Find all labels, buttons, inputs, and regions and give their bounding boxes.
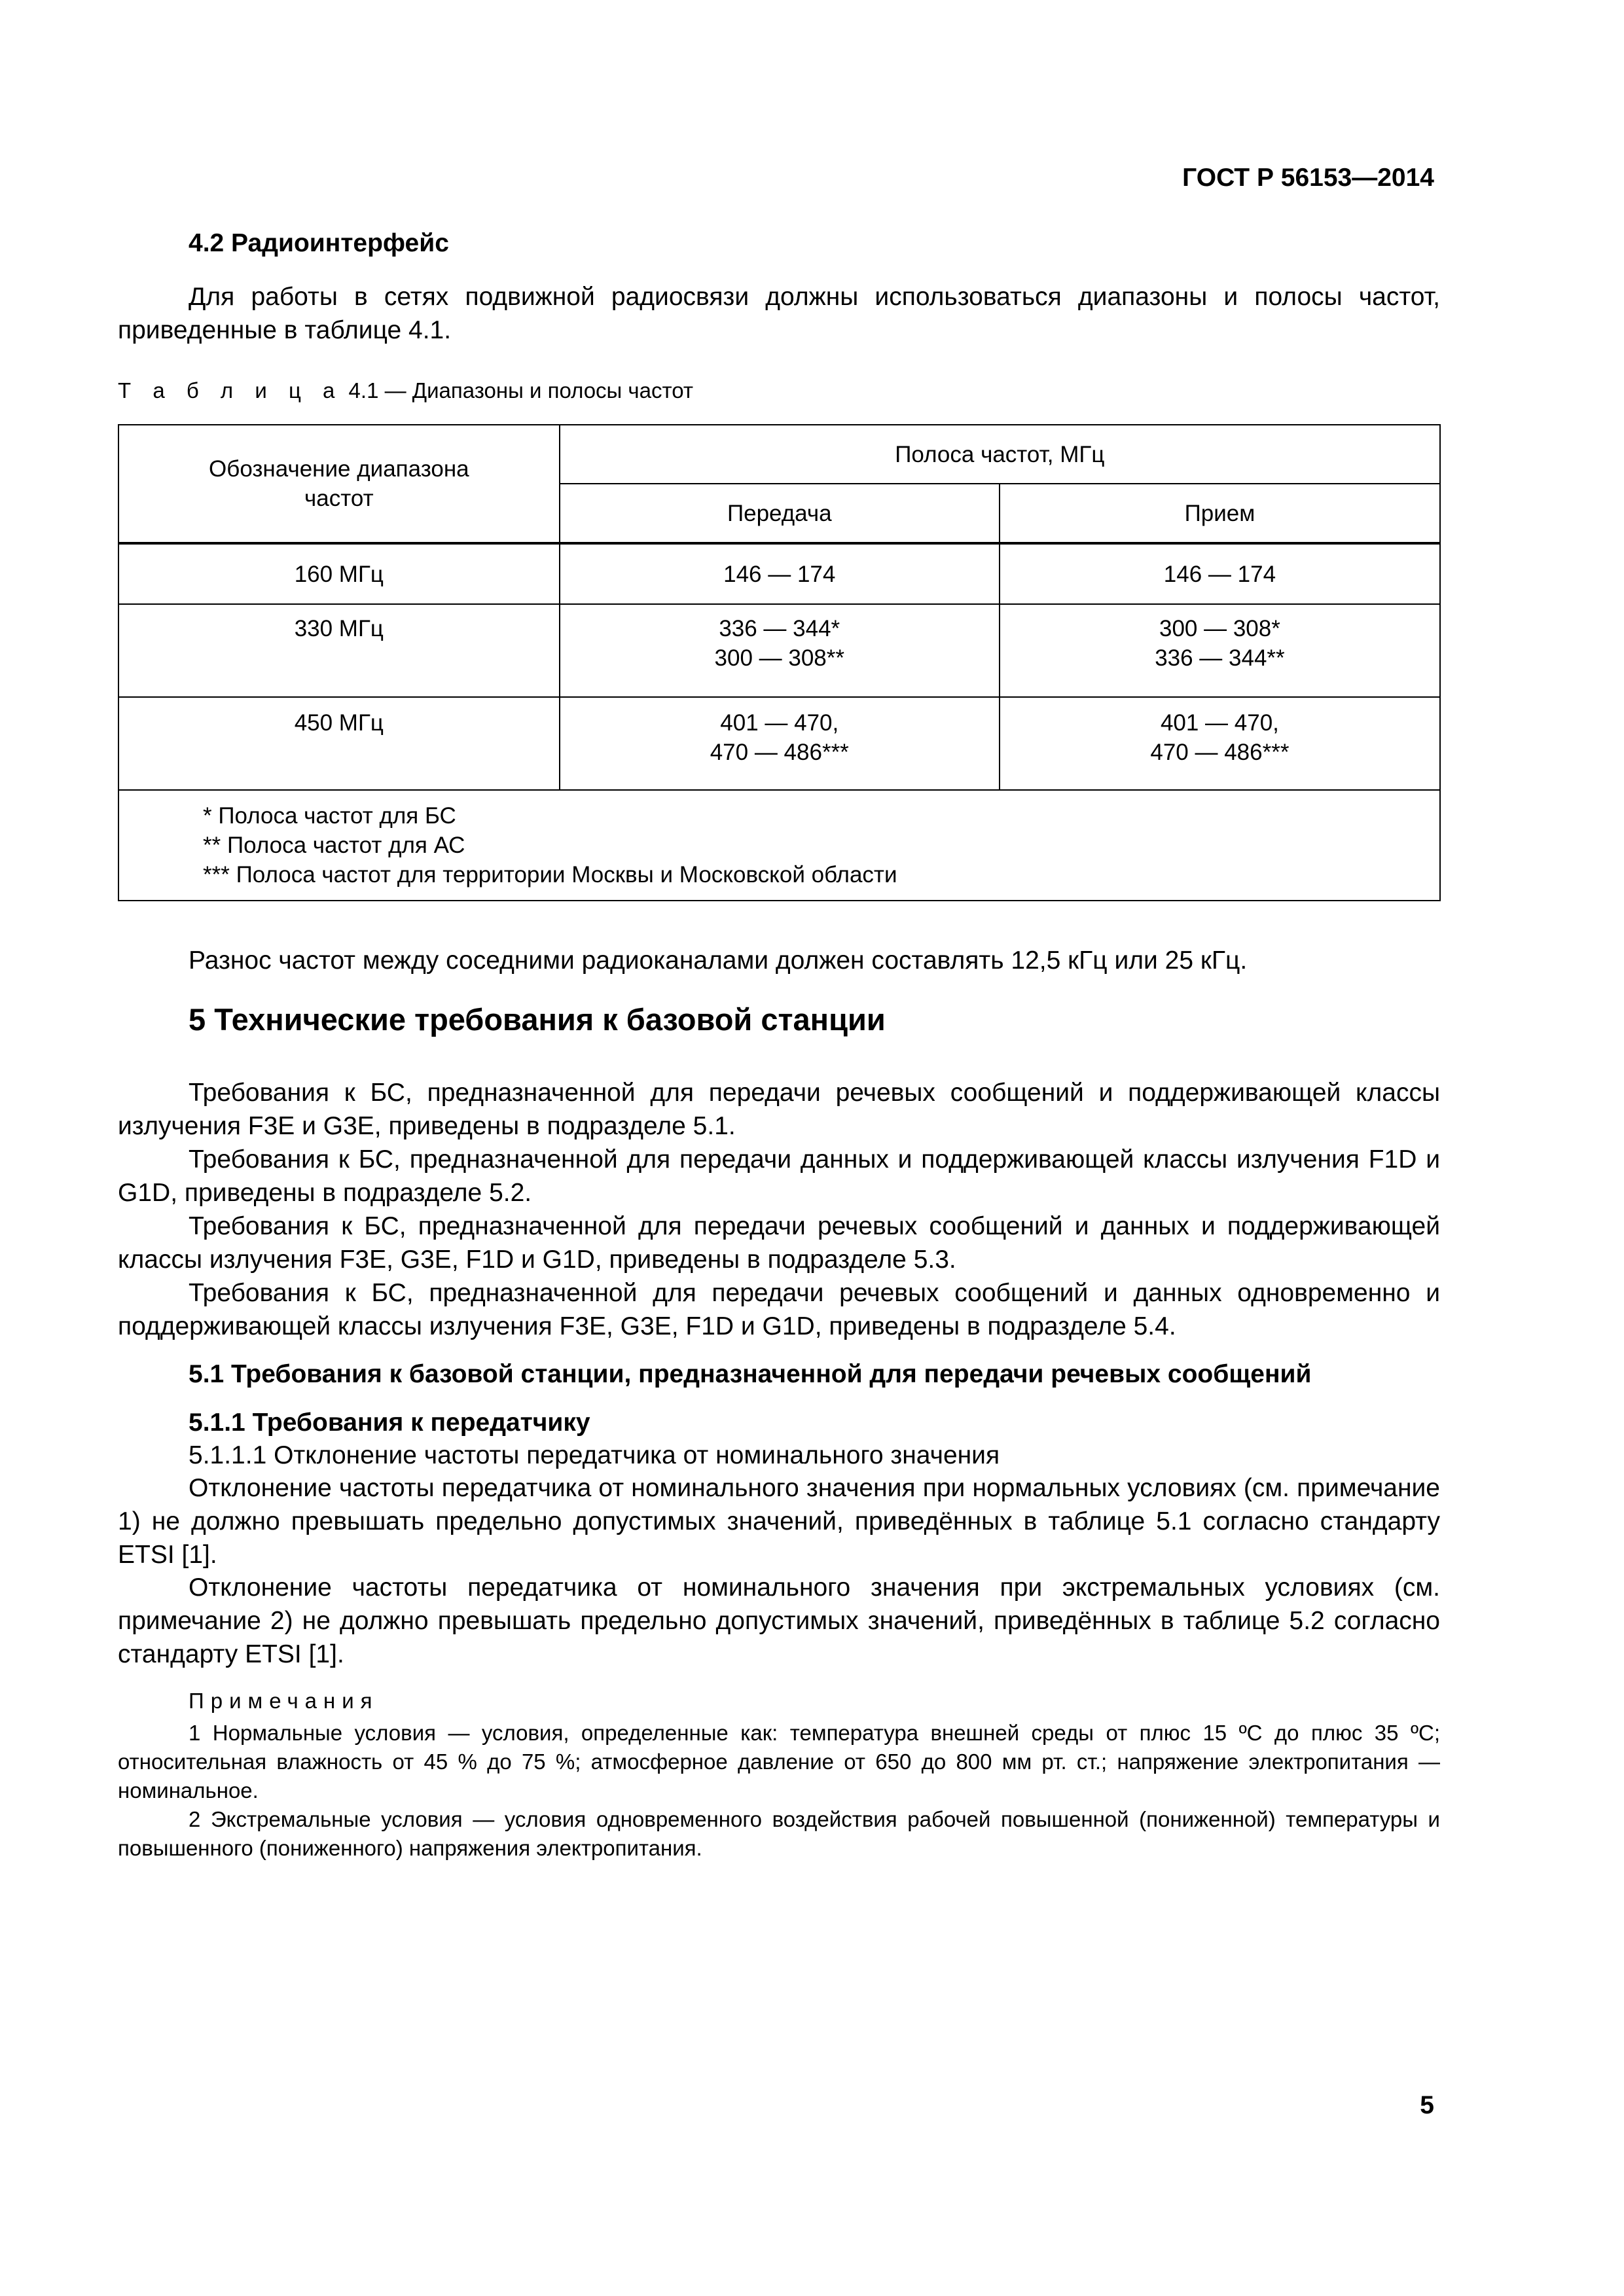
page-number: 5 (1420, 2091, 1434, 2119)
cell-rx-line1: 401 — 470, (1160, 710, 1279, 736)
footnote: ** Полоса частот для АС (203, 833, 465, 858)
table-row (118, 604, 1440, 697)
section-4-2-title: 4.2 Радиоинтерфейс (189, 229, 449, 257)
table-footnotes (118, 790, 1440, 901)
frequency-bands-table (118, 424, 1441, 901)
cell-rx-line1: 300 — 308* (1159, 616, 1280, 641)
notes-title: Примечания (189, 1689, 379, 1713)
table-caption-text: 4.1 — Диапазоны и полосы частот (342, 378, 693, 403)
cell-rx-line2: 336 — 344** (1155, 645, 1285, 671)
header-designation: Обозначение диапазона частот (118, 425, 560, 543)
cell-rx-line2: 470 — 486*** (1150, 740, 1290, 765)
cell-rx: 146 — 174 (1000, 543, 1440, 604)
channel-spacing-text: Разнос частот между соседними радиоканалами должен составлять 12,5 кГц или 25 кГц. (189, 946, 1248, 975)
section-4-2-intro: Для работы в сетях подвижной радиосвязи должны использоваться диапазоны и полосы частот, приведенные в таблице 4.1. (118, 283, 1440, 344)
cell-tx (560, 604, 1000, 697)
cell-tx: 146 — 174 (560, 543, 1000, 604)
section-5-1-1-1-title: 5.1.1.1 Отклонение частоты передатчика от номинального значения (189, 1441, 1000, 1469)
section-5-paragraph: Требования к БС, предназначенной для передачи речевых сообщений и данных и поддерживающей классы излучения F3E, G3E, F1D и G1D, приведены в подразделе 5.3. (118, 1212, 1440, 1274)
section-5-paragraph: Требования к БС, предназначенной для передачи речевых сообщений и данных одновременно и поддерживающей классы излучения F3E, G3E, F1D и G1D, приведены в подразделе 5.4. (118, 1279, 1440, 1340)
cell-tx-line2: 300 — 308** (714, 645, 844, 671)
footnote: * Полоса частот для БС (203, 803, 456, 829)
cell-tx-line1: 336 — 344* (719, 616, 840, 641)
cell-tx (560, 697, 1000, 790)
cell-band: 450 МГц (118, 697, 560, 790)
header-rx: Прием (1000, 484, 1440, 543)
section-5-paragraph: Требования к БС, предназначенной для передачи данных и поддерживающей классы излучения F1D и G1D, приведены в подразделе 5.2. (118, 1145, 1440, 1207)
table-row (118, 543, 1440, 604)
table-caption (118, 378, 693, 403)
section-5-1-paragraph: Отклонение частоты передатчика от номинального значения при экстремальных условиях (см. примечание 2) не должно превышать предельно допустимых значений, приведённых в таблице 5.2 согласно стандарту ETSI [1]. (118, 1573, 1440, 1668)
cell-rx (1000, 697, 1440, 790)
note-1: 1 Нормальные условия — условия, определенные как: температура внешней среды от плюс 15 ºС до плюс 35 ºС; относительная влажность от 45 % до 75 %; атмосферное давление от 650 до 800 мм рт. ст.; напряжение электропитания — номинальное. (118, 1721, 1440, 1803)
section-5-1-paragraph: Отклонение частоты передатчика от номинального значения при нормальных условиях (см. примечание 1) не должно превышать предельно допустимых значений, приведённых в таблице 5.1 согласно стандарту ETSI [1]. (118, 1474, 1440, 1569)
table-caption-prefix: Т а б л и ц а (118, 378, 343, 403)
section-5-paragraph: Требования к БС, предназначенной для передачи речевых сообщений и поддерживающей классы излучения F3E и G3E, приведены в подразделе 5.1. (118, 1079, 1440, 1140)
header-band: Полоса частот, МГц (560, 425, 1440, 484)
cell-rx (1000, 604, 1440, 697)
note-2: 2 Экстремальные условия — условия одновременного воздействия рабочей повышенной (пониженной) температуры и повышенного (пониженного) напряжения электропитания. (118, 1807, 1440, 1860)
document-header: ГОСТ Р 56153—2014 (1182, 164, 1434, 192)
section-5-1-1-title: 5.1.1 Требования к передатчику (189, 1408, 590, 1437)
section-5-title: 5 Технические требования к базовой станции (189, 1002, 886, 1037)
cell-band: 160 МГц (118, 543, 560, 604)
footnote: *** Полоса частот для территории Москвы и Московской области (203, 862, 897, 888)
table-row (118, 697, 1440, 790)
cell-tx-line2: 470 — 486*** (710, 740, 849, 765)
cell-tx-line1: 401 — 470, (720, 710, 839, 736)
cell-band: 330 МГц (118, 604, 560, 697)
header-tx: Передача (560, 484, 1000, 543)
section-5-1-title: 5.1 Требования к базовой станции, предназначенной для передачи речевых сообщений (189, 1360, 1312, 1388)
